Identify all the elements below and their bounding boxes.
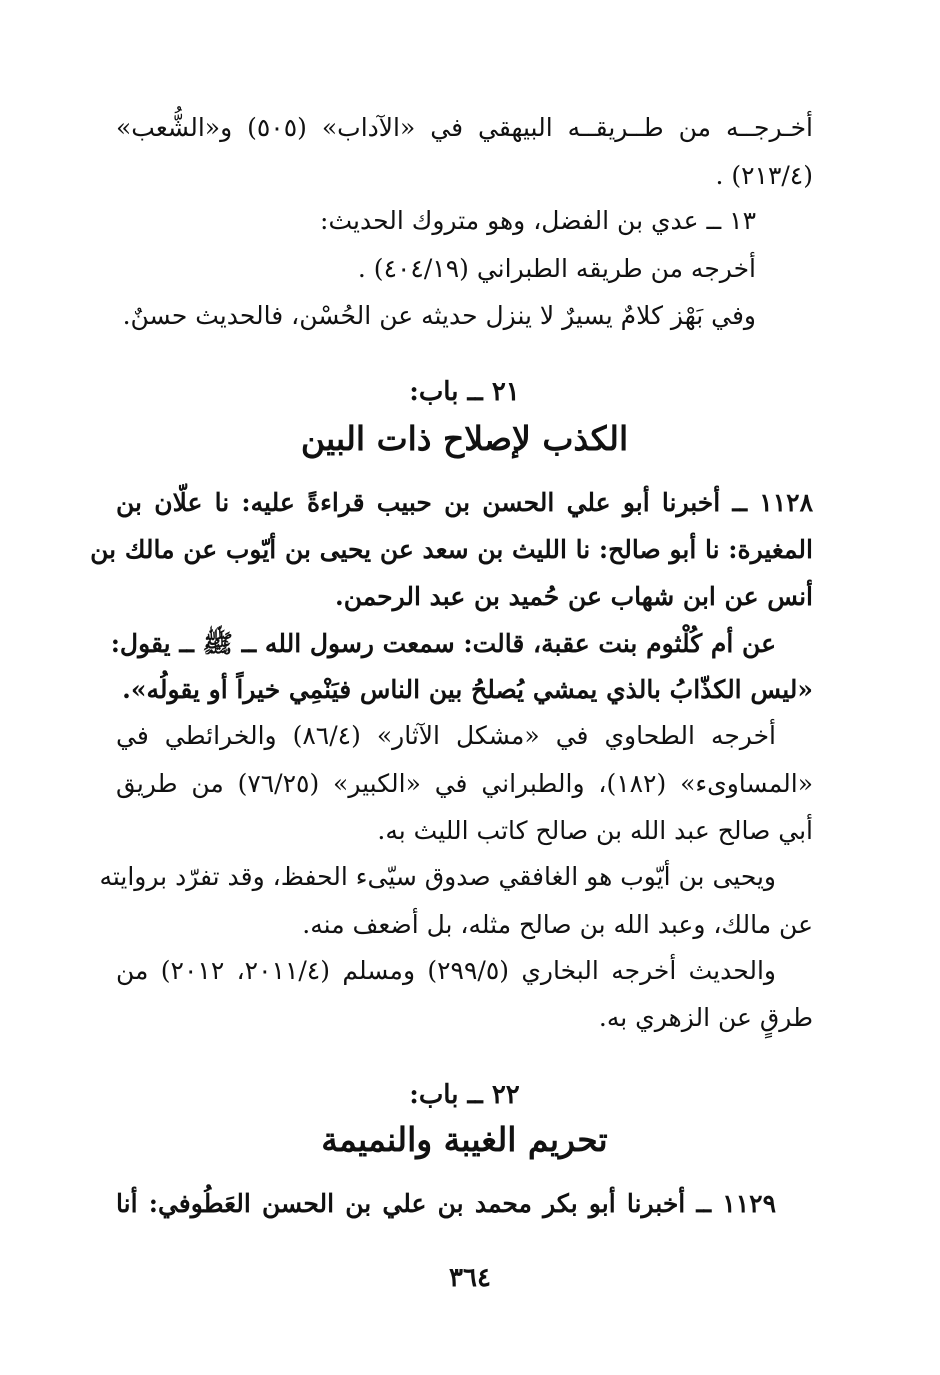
text-line: ١٣ ــ عدي بن الفضل، وهو متروك الحديث: — [320, 206, 756, 235]
page-number: ٣٦٤ — [449, 1263, 491, 1293]
chapter-title: تحريم الغيبة والنميمة — [321, 1120, 608, 1159]
chapter-number: ٢٢ ــ باب: — [409, 1080, 520, 1110]
hadith-line: عن أم كُلْثوم بنت عقبة، قالت: سمعت رسول الله ــ ﷺ ــ يقول: — [110, 629, 776, 658]
chapter-title: الكذب لإصلاح ذات البين — [300, 419, 629, 458]
hadith-line: ١١٢٩ ــ أخبرنا أبو بكر محمد بن علي بن الحسن العَطُوفي: أنا — [116, 1189, 776, 1218]
hadith-line: أنس عن ابن شهاب عن حُميد بن عبد الرحمن. — [334, 582, 813, 611]
text-line: وفي بَهْز كلامٌ يسيرٌ لا ينزل حديثه عن الحُسْن، فالحديث حسنٌ. — [122, 301, 756, 330]
hadith-line: ١١٢٨ ــ أخبرنا أبو علي الحسن بن حبيب قراءةً عليه: نا علّان بن — [116, 488, 813, 517]
text-line: أخـرجــه من طــريقــه البيهقي في «الآداب» (٥٠٥) و«الشُّعب» — [116, 113, 813, 142]
commentary-line: أبي صالح عبد الله بن صالح كاتب الليث به. — [377, 816, 813, 845]
commentary-line: عن مالك، وعبد الله بن صالح مثله، بل أضعف منه. — [302, 910, 813, 939]
text-line: أخرجه من طريقه الطبراني (٤٠٤/١٩) . — [357, 254, 756, 283]
chapter-number: ٢١ ــ باب: — [409, 377, 520, 407]
hadith-line: المغيرة: نا أبو صالح: نا الليث بن سعد عن يحيى بن أيّوب عن مالك بن — [90, 535, 813, 564]
commentary-line: أخرجه الطحاوي في «مشكل الآثار» (٨٦/٤) والخرائطي في — [116, 721, 776, 750]
commentary-line: والحديث أخرجه البخاري (٢٩٩/٥) ومسلم (٢٠١١/٤، ٢٠١٢) من — [116, 956, 777, 985]
commentary-line: طرقٍ عن الزهري به. — [598, 1003, 813, 1032]
hadith-line: «ليس الكذّابُ بالذي يمشي يُصلحُ بين الناس فيَنْمِي خيراً أو يقولُه». — [122, 675, 813, 704]
text-line: (٢١٣/٤) . — [715, 161, 813, 190]
commentary-line: «المساوىء» (١٨٢)، والطبراني في «الكبير» (٧٦/٢٥) من طريق — [116, 769, 813, 798]
commentary-line: ويحيى بن أيّوب هو الغافقي صدوق سيّىء الحفظ، وقد تفرّد بروايته — [99, 862, 776, 891]
